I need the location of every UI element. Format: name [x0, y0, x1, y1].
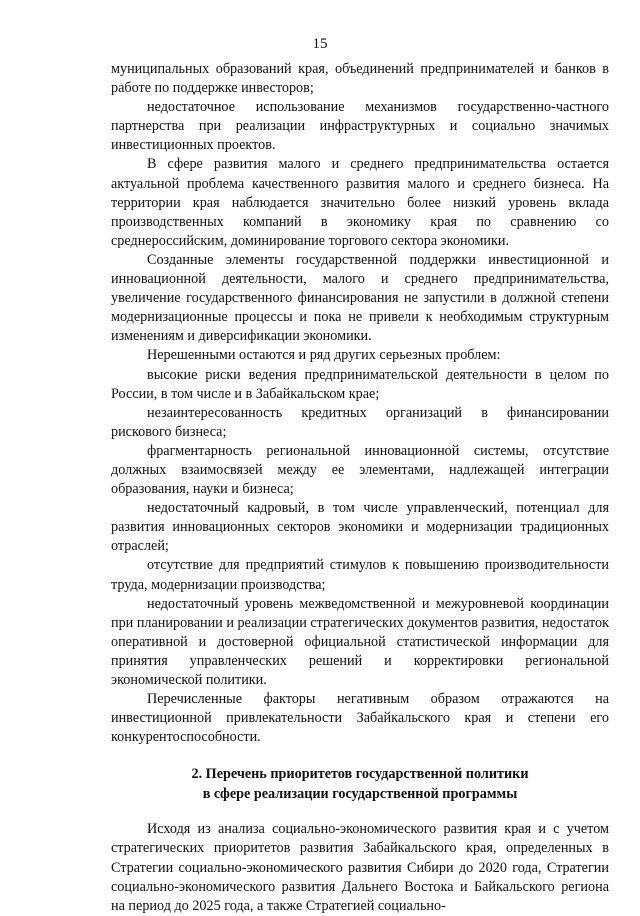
paragraph: Нерешенными остаются и ряд других серьезных проблем:	[147, 347, 501, 364]
section-heading	[111, 765, 609, 804]
paragraph: муниципальных образований края, объединений предпринимателей и банков в работе по поддержке инвесторов;	[111, 61, 609, 97]
paragraph: Исходя из анализа социально-экономического развития края и с учетом стратегических приоритетов развития Забайкальского края, определенных в Стратегии социально-экономического развития Сибири до 2020 года, Стратегии социально-экономического развития Дальнего Востока и Байкальского региона на период до 2025 года, а также Стратегией социально-	[111, 821, 609, 914]
paragraph: Созданные элементы государственной поддержки инвестиционной и инновационной деятельности, малого и среднего предпринимательства, увеличение государственного финансирования не запустили в должной степени модернизационные процессы и пока не привели к необходимым структурным изменениям и диверсификации экономики.	[111, 251, 609, 345]
list-item: недостаточный кадровый, в том числе управленческий, потенциал для развития инновационных секторов экономики и модернизации традиционных отраслей;	[111, 500, 609, 555]
paragraph: Перечисленные факторы негативным образом отражаются на инвестиционной привлекательности Забайкальского края и степени его конкурентоспособности.	[111, 691, 609, 746]
section-heading-line: 2. Перечень приоритетов государственной политики	[191, 766, 529, 783]
list-item: незаинтересованность кредитных организаций в финансировании рискового бизнеса;	[111, 404, 609, 440]
paragraph: недостаточное использование механизмов государственно-частного партнерства при реализации инфраструктурных и социально значимых инвестиционных проектов.	[111, 99, 609, 154]
list-item: фрагментарность региональной инновационной системы, отсутствие должных взаимосвязей между ее элементами, надлежащей интеграции образования, науки и бизнеса;	[111, 442, 609, 498]
list-item: недостаточный уровень межведомственной и межуровневой координации при планировании и реализации стратегических документов развития, недостаток оперативной и достоверной официальной статистической информации для принятия управленческих решений и корректировки региональной экономической политики.	[111, 595, 609, 688]
section-heading-line: в сфере реализации государственной программы	[202, 785, 518, 802]
list-item: высокие риски ведения предпринимательской деятельности в целом по России, в том числе и в Забайкальском крае;	[111, 366, 609, 402]
page-number: 15	[312, 36, 328, 52]
list-item: отсутствие для предприятий стимулов к повышению производительности труда, модернизации производства;	[111, 557, 609, 593]
paragraph: В сфере развития малого и среднего предпринимательства остается актуальной проблема качественного развития малого и среднего бизнеса. На территории края наблюдается значительно более низкий уровень вклада производственных компаний в экономику края по сравнению со среднероссийским, доминирование торгового сектора экономики.	[111, 156, 609, 249]
body-text	[111, 60, 609, 916]
